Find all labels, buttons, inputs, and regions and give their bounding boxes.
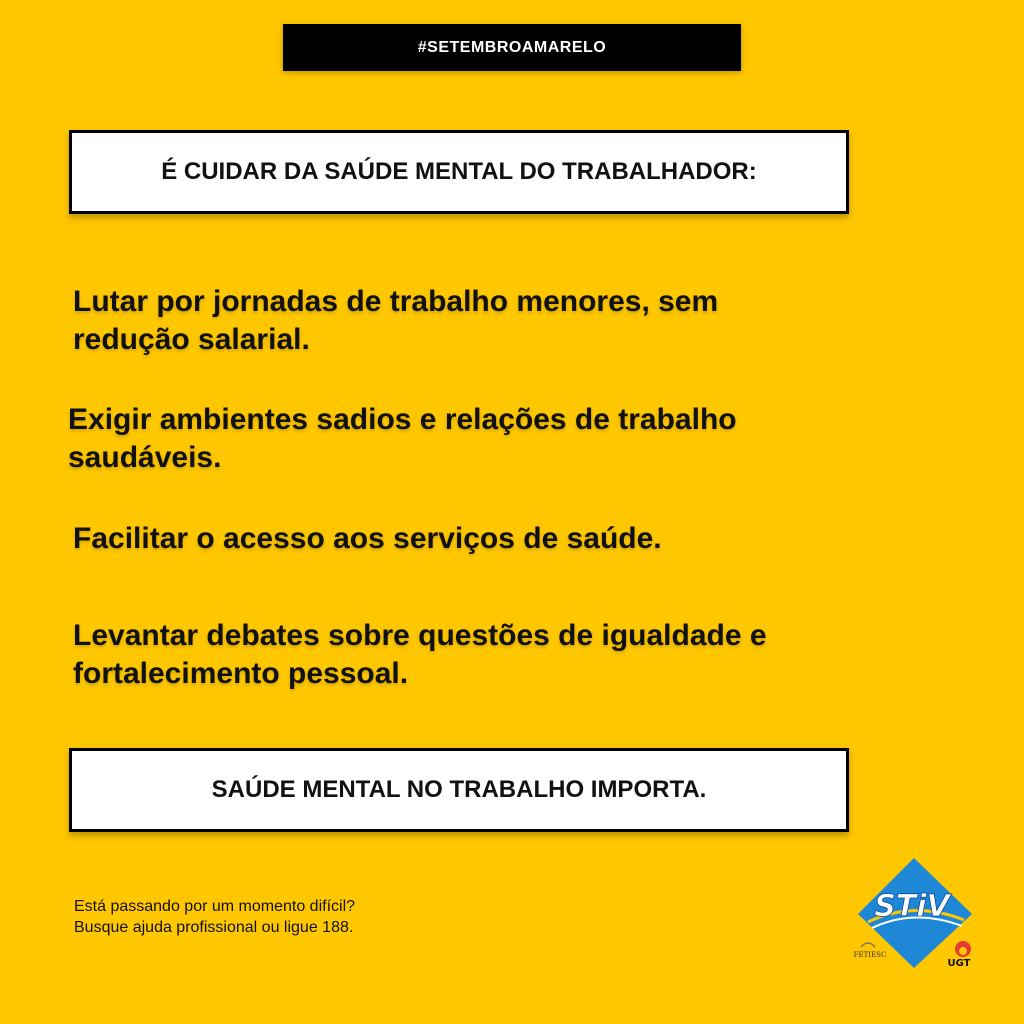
header-box — [69, 130, 849, 214]
help-line-1: Está passando por um momento difícil? — [74, 898, 356, 915]
footer-box — [69, 748, 849, 832]
point-item: Lutar por jornadas de trabalho menores, sem redução salarial. — [73, 285, 719, 356]
point-item: Exigir ambientes sadios e relações de trabalho saudáveis. — [68, 403, 737, 474]
logo-left-text: FETIESC — [853, 951, 887, 959]
help-line-2: Busque ajuda profissional ou ligue 188. — [74, 919, 354, 936]
fetiesc-icon — [861, 943, 875, 947]
hashtag-text: #SETEMBROAMARELO — [417, 38, 607, 56]
help-text — [74, 896, 355, 938]
logo-right-text: UGT — [947, 958, 971, 969]
point-item: Levantar debates sobre questões de igualdade e fortalecimento pessoal. — [73, 619, 767, 690]
header-box-text: É CUIDAR DA SAÚDE MENTAL DO TRABALHADOR: — [161, 158, 757, 185]
stiv-logo — [852, 856, 982, 972]
footer-box-text: SAÚDE MENTAL NO TRABALHO IMPORTA. — [211, 776, 707, 803]
point-item: Facilitar o acesso aos serviços de saúde. — [73, 522, 662, 555]
ugt-icon-inner — [959, 947, 967, 955]
stiv-logo-graphic — [852, 856, 982, 972]
logo-main-text: STiV — [874, 889, 950, 924]
hashtag-banner — [283, 24, 741, 71]
